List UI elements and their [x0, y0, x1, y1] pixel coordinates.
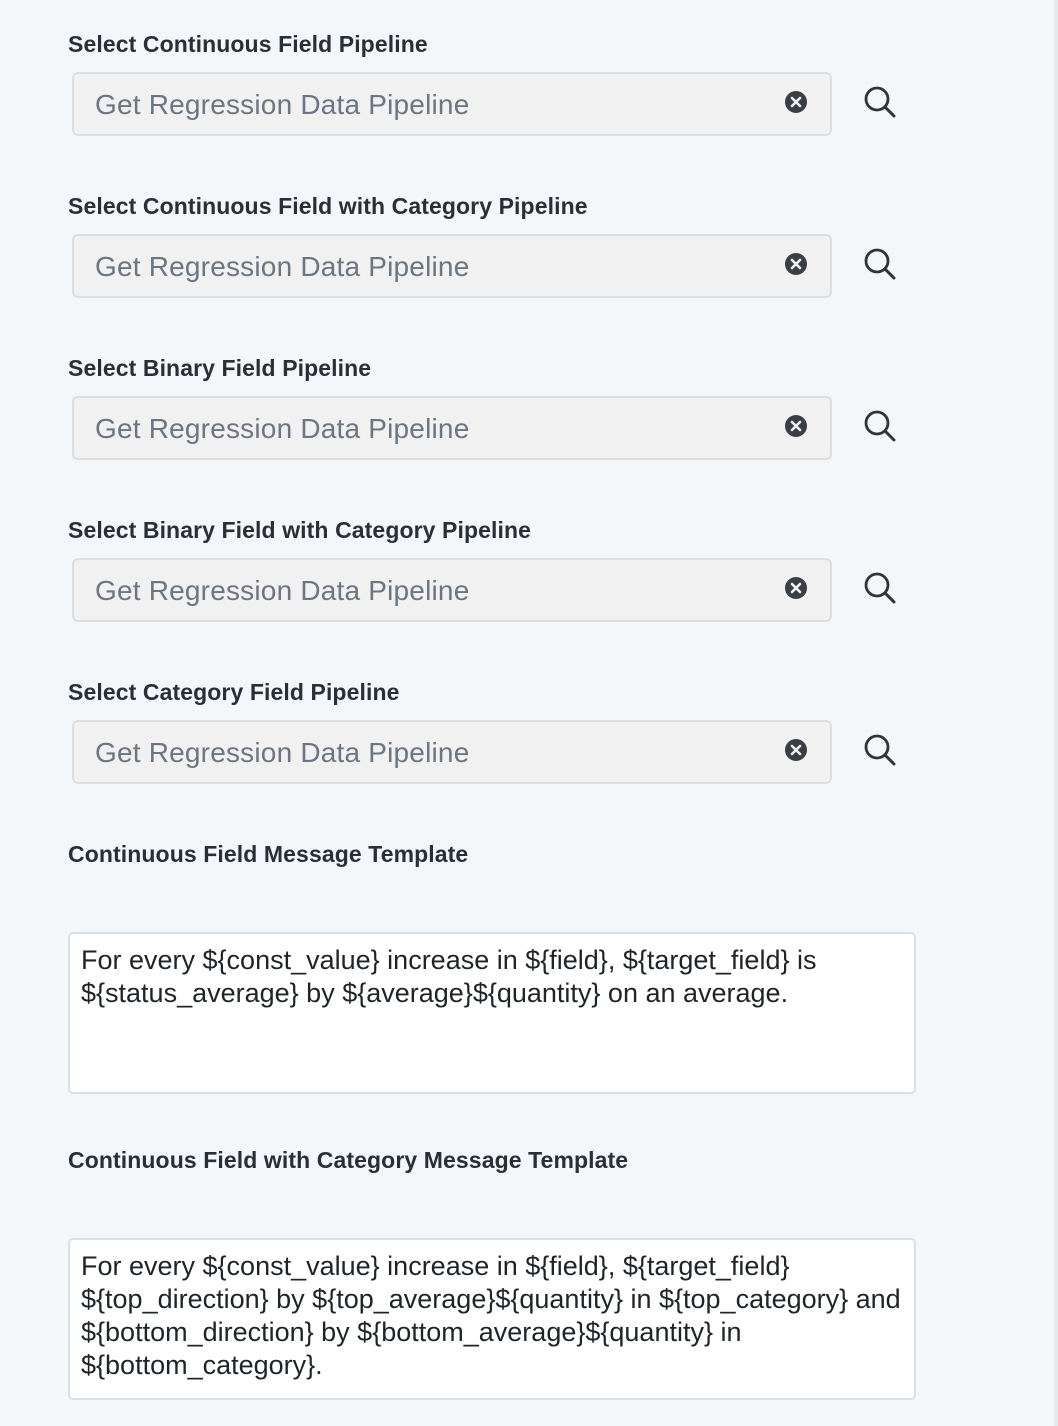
continuous-field-pipeline-select[interactable]: [72, 72, 832, 136]
search-icon[interactable]: [862, 246, 898, 282]
binary-field-pipeline-value: Get Regression Data Pipeline: [95, 413, 470, 444]
binary-field-category-pipeline-select[interactable]: [72, 558, 832, 622]
clear-icon[interactable]: [784, 90, 808, 114]
continuous-field-category-pipeline-select[interactable]: [72, 234, 832, 298]
clear-icon[interactable]: [784, 414, 808, 438]
binary-field-category-pipeline-label: Select Binary Field with Category Pipeline: [68, 517, 532, 543]
binary-field-pipeline-label: Select Binary Field Pipeline: [68, 355, 372, 381]
continuous-field-message-template-label: Continuous Field Message Template: [68, 841, 469, 867]
clear-icon[interactable]: [784, 738, 808, 762]
continuous-field-message-template-textarea[interactable]: For every ${const_value} increase in ${field}, ${target_field} is ${status_average} by ${average}${quantity} on an average.: [68, 932, 916, 1094]
clear-icon[interactable]: [784, 252, 808, 276]
continuous-field-category-message-template-textarea[interactable]: For every ${const_value} increase in ${field}, ${target_field} ${top_direction} by ${top_average}${quantity} in ${top_category} and ${bottom_direction} by ${bottom_average}${quantity} in ${bottom_category}.: [68, 1238, 916, 1400]
search-icon[interactable]: [862, 732, 898, 768]
category-field-pipeline-label: Select Category Field Pipeline: [68, 679, 400, 705]
category-field-pipeline-value: Get Regression Data Pipeline: [95, 737, 470, 768]
continuous-field-pipeline-label: Select Continuous Field Pipeline: [68, 31, 428, 57]
search-icon[interactable]: [862, 570, 898, 606]
continuous-field-category-message-template-label: Continuous Field with Category Message Template: [68, 1147, 629, 1173]
search-icon[interactable]: [862, 408, 898, 444]
category-field-pipeline-select[interactable]: [72, 720, 832, 784]
continuous-field-pipeline-value: Get Regression Data Pipeline: [95, 89, 470, 120]
binary-field-pipeline-select[interactable]: [72, 396, 832, 460]
continuous-field-category-pipeline-value: Get Regression Data Pipeline: [95, 251, 470, 282]
clear-icon[interactable]: [784, 576, 808, 600]
search-icon[interactable]: [862, 84, 898, 120]
binary-field-category-pipeline-value: Get Regression Data Pipeline: [95, 575, 470, 606]
continuous-field-category-pipeline-label: Select Continuous Field with Category Pipeline: [68, 193, 588, 219]
scrollbar-track[interactable]: [1054, 0, 1058, 1426]
